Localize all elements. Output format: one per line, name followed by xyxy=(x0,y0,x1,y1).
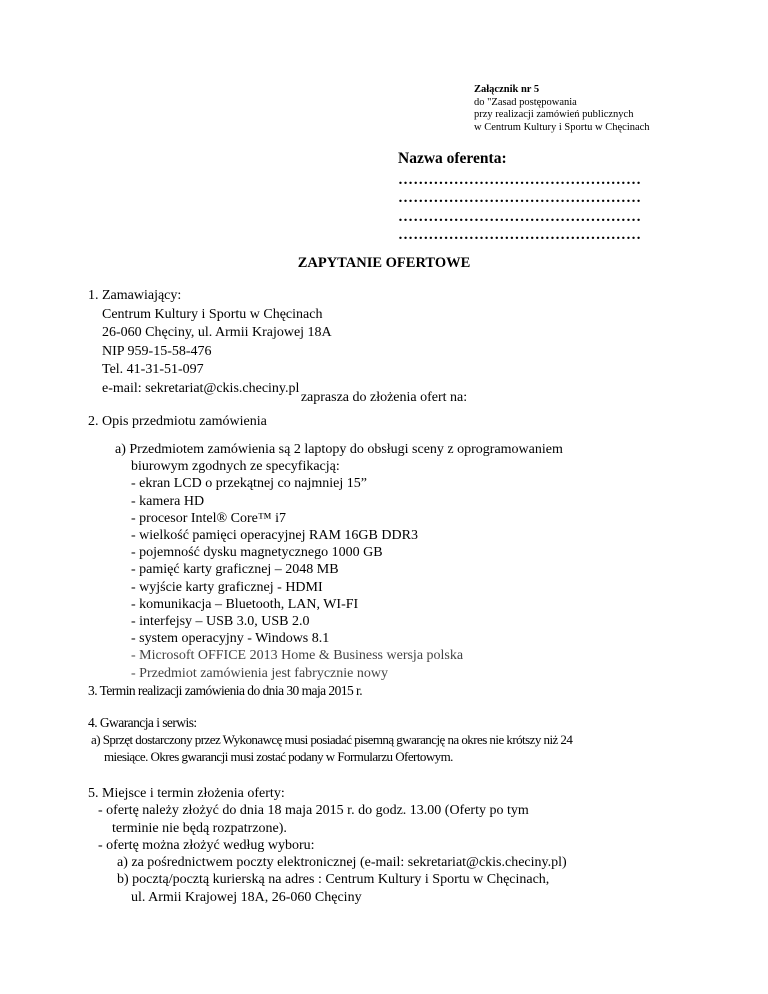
submission-text: b) pocztą/pocztą kurierską na adres : Centrum Kultury i Sportu w Chęcinach, xyxy=(117,872,550,888)
submission-text: ul. Armii Krajowej 18A, 26-060 Chęciny xyxy=(131,889,362,905)
offeror-block xyxy=(398,150,641,245)
spec-item: - kamera HD xyxy=(131,493,205,509)
offeror-dot-line: ………………………………………… xyxy=(398,227,642,243)
spec-item: - pojemność dysku magnetycznego 1000 GB xyxy=(131,545,383,561)
invitation-text: zaprasza do złożenia ofert na: xyxy=(300,390,468,405)
annex-line: przy realizacji zamówień publicznych xyxy=(474,109,634,120)
offeror-dot-line: ………………………………………… xyxy=(398,171,642,188)
spec-item: - Przedmiot zamówienia jest fabrycznie nowy xyxy=(131,665,388,681)
offeror-dot-line: ………………………………………… xyxy=(398,208,642,225)
submission-text: terminie nie będą rozpatrzone). xyxy=(112,820,287,836)
document-title: ZAPYTANIE OFERTOWE xyxy=(297,255,471,271)
spec-item: - system operacyjny - Windows 8.1 xyxy=(131,631,330,647)
party-nip: NIP 959-15-58-476 xyxy=(102,343,212,359)
party-name: Centrum Kultury i Sportu w Chęcinach xyxy=(102,306,323,322)
annex-line: do "Zasad postępowania xyxy=(474,96,577,108)
section-heading: 5. Miejsce i termin złożenia oferty: xyxy=(88,786,285,801)
section-submission xyxy=(88,785,567,906)
submission-text: - ofertę należy złożyć do dnia 18 maja 2015 r. do godz. 13.00 (Oferty po tym xyxy=(98,803,529,819)
offeror-label: Nazwa oferenta: xyxy=(398,150,507,167)
annex-line: w Centrum Kultury i Sportu w Chęcinach xyxy=(474,121,650,133)
section-warranty xyxy=(88,714,572,765)
description-intro: a) Przedmiotem zamówienia są 2 laptopy do obsługi sceny z oprogramowaniem xyxy=(115,442,563,457)
description-intro: biurowym zgodnych ze specyfikacją: xyxy=(131,459,340,475)
section-heading: 1. Zamawiający: xyxy=(88,288,182,303)
spec-item: - wielkość pamięci operacyjnej RAM 16GB DDR3 xyxy=(131,528,418,544)
spec-item: - komunikacja – Bluetooth, LAN, WI-FI xyxy=(131,596,359,612)
spec-item: - Microsoft OFFICE 2013 Home & Business wersja polska xyxy=(131,648,464,664)
section-deadline: 3. Termin realizacji zamówienia do dnia 30 maja 2015 r. xyxy=(88,683,363,698)
annex-number: Załącznik nr 5 xyxy=(474,84,540,95)
warranty-text: miesiące. Okres gwarancji musi zostać podany w Formularzu Ofertowym. xyxy=(104,749,453,764)
section-contracting-party xyxy=(88,287,332,398)
party-address: 26-060 Chęciny, ul. Armii Krajowej 18A xyxy=(102,325,332,340)
warranty-text: a) Sprzęt dostarczony przez Wykonawcę musi posiadać pisemną gwarancję na okres nie krótszy niż 24 xyxy=(91,732,573,747)
spec-item: - pamięć karty graficznej – 2048 MB xyxy=(131,562,339,578)
section-heading: 4. Gwarancja i serwis: xyxy=(88,715,197,730)
spec-item: - interfejsy – USB 3.0, USB 2.0 xyxy=(131,614,310,630)
spec-item: - ekran LCD o przekątnej co najmniej 15” xyxy=(131,476,367,492)
party-email: e-mail: sekretariat@ckis.checiny.pl xyxy=(102,380,300,396)
annex-header xyxy=(474,84,650,134)
section-order-description xyxy=(115,441,563,682)
submission-text: a) za pośrednictwem poczty elektronicznej (e-mail: sekretariat@ckis.checiny.pl) xyxy=(117,855,567,871)
section-heading: 2. Opis przedmiotu zamówienia xyxy=(88,414,267,429)
spec-item: - wyjście karty graficznej - HDMI xyxy=(131,579,323,595)
offeror-dot-line: ………………………………………… xyxy=(398,190,642,206)
submission-text: - ofertę można złożyć według wyboru: xyxy=(98,837,315,853)
party-phone: Tel. 41-31-51-097 xyxy=(102,362,204,377)
spec-item: - procesor Intel® Core™ i7 xyxy=(131,510,286,526)
